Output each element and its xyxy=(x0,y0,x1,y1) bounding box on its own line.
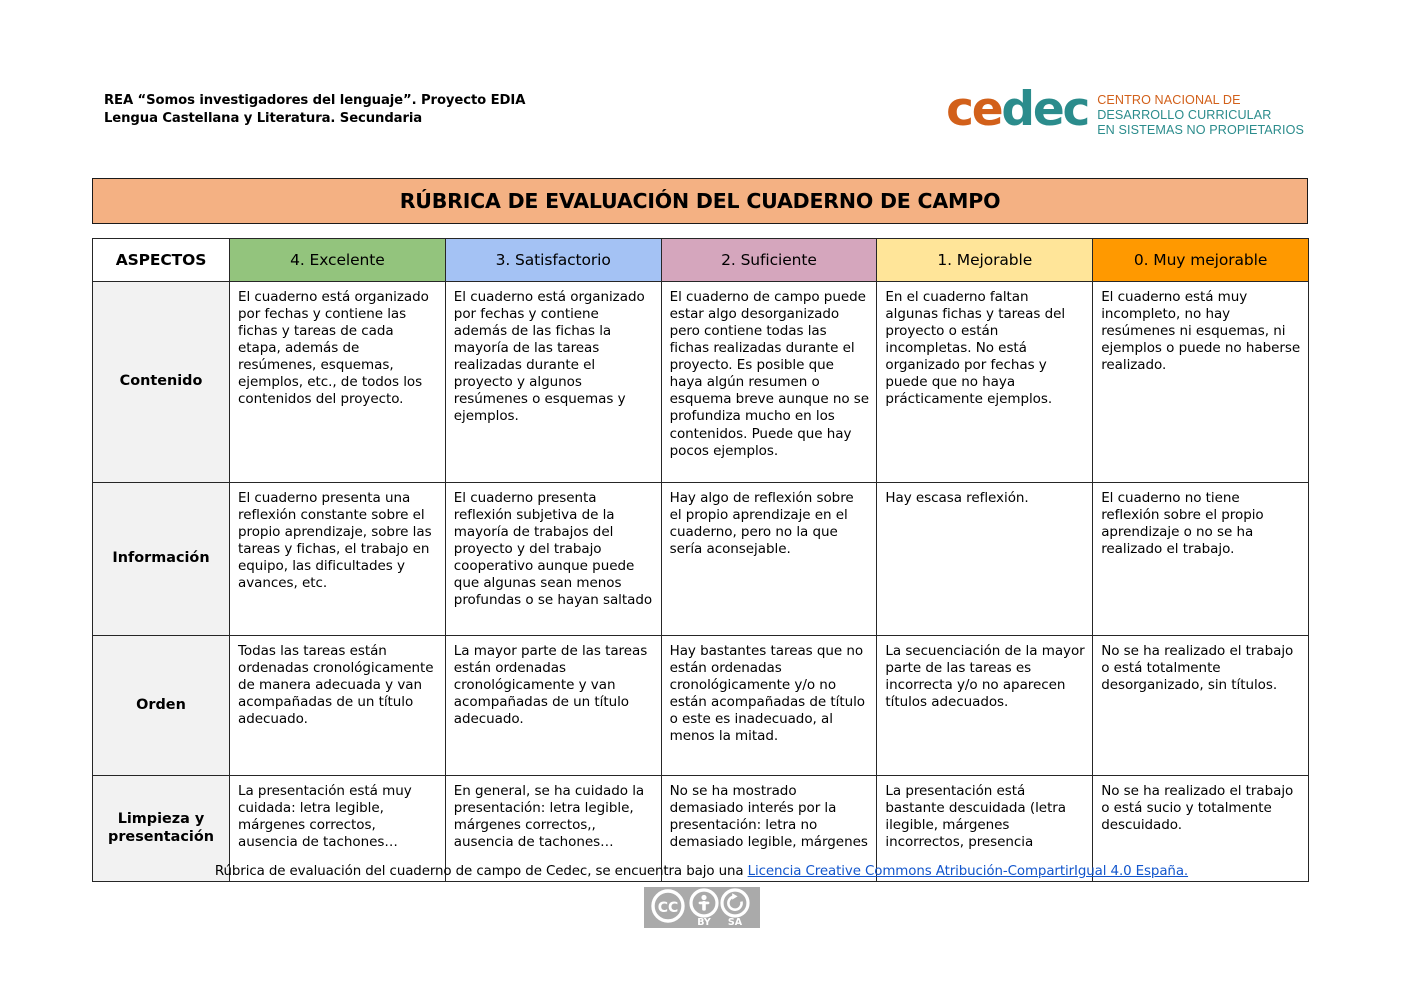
license-link[interactable]: Licencia Creative Commons Atribución-CompartirIgual 4.0 España. xyxy=(747,864,1189,879)
header-line-2: Lengua Castellana y Literatura. Secundaria xyxy=(104,111,423,127)
cell-informacion-0: El cuaderno no tiene reflexión sobre el propio aprendizaje o no se ha realizado el trabajo. xyxy=(1093,483,1309,636)
column-header-level-1: 1. Mejorable xyxy=(877,239,1093,282)
column-header-level-0: 0. Muy mejorable xyxy=(1093,239,1309,282)
cedec-wordmark xyxy=(946,82,1089,137)
cell-informacion-2: Hay algo de reflexión sobre el propio aprendizaje en el cuaderno, pero no la que sería aconsejable. xyxy=(661,483,877,636)
cell-contenido-2: El cuaderno de campo puede estar algo desorganizado pero contiene todas las fichas realizadas durante el proyecto. Es posible que haya algún resumen o esquema breve aunque no se profundiza mucho en los contenidos. Puede que hay pocos ejemplos. xyxy=(661,282,877,483)
cell-limpieza-1: La presentación está bastante descuidada (letra ilegible, márgenes incorrectos, presencia xyxy=(877,776,1093,882)
column-header-level-2: 2. Suficiente xyxy=(661,239,877,282)
table-row xyxy=(93,483,1309,636)
column-header-aspects: ASPECTOS xyxy=(93,239,230,282)
row-label-informacion: Información xyxy=(93,483,230,636)
row-label-orden: Orden xyxy=(93,636,230,776)
rubric-title: RÚBRICA DE EVALUACIÓN DEL CUADERNO DE CAMPO xyxy=(399,189,1001,213)
header-line-1: REA “Somos investigadores del lenguaje”. Proyecto EDIA xyxy=(104,93,526,108)
cell-limpieza-2: No se ha mostrado demasiado interés por la presentación: letra no demasiado legible, márgenes xyxy=(661,776,877,882)
svg-text:CC: CC xyxy=(657,900,678,917)
license-text-prefix: Rúbrica de evaluación del cuaderno de campo de Cedec, se encuentra bajo una xyxy=(214,864,748,879)
document-header xyxy=(104,82,1304,152)
cell-informacion-4: El cuaderno presenta una reflexión constante sobre el propio aprendizaje, sobre las tareas y fichas, el trabajo en equipo, las dificultades y avances, etc. xyxy=(230,483,446,636)
cedec-wordmark-part1: ce xyxy=(946,82,1002,137)
cc-badge-icon xyxy=(644,887,760,928)
row-label-contenido: Contenido xyxy=(93,282,230,483)
svg-text:BY: BY xyxy=(696,917,711,929)
rubric-title-bar xyxy=(92,178,1308,224)
table-row xyxy=(93,282,1309,483)
rubric-table xyxy=(92,238,1309,882)
document-footer xyxy=(0,863,1403,928)
cell-orden-3: La mayor parte de las tareas están ordenadas cronológicamente y van acompañadas de un título adecuado. xyxy=(445,636,661,776)
license-text xyxy=(0,863,1403,880)
rubric-header-row xyxy=(93,239,1309,282)
cell-contenido-0: El cuaderno está muy incompleto, no hay resúmenes ni esquemas, ni ejemplos o puede no haberse realizado. xyxy=(1093,282,1309,483)
creative-commons-badge xyxy=(644,887,760,928)
cell-limpieza-4: La presentación está muy cuidada: letra legible, márgenes correctos, ausencia de tachones… xyxy=(230,776,446,882)
cell-orden-4: Todas las tareas están ordenadas cronológicamente de manera adecuada y van acompañadas de un título adecuado. xyxy=(230,636,446,776)
cell-informacion-1: Hay escasa reflexión. xyxy=(877,483,1093,636)
cedec-tagline-line2: DESARROLLO CURRICULAR xyxy=(1097,108,1272,123)
cell-limpieza-0: No se ha realizado el trabajo o está sucio y totalmente descuidado. xyxy=(1093,776,1309,882)
cell-orden-1: La secuenciación de la mayor parte de las tareas es incorrecta y/o no aparecen títulos adecuados. xyxy=(877,636,1093,776)
svg-text:SA: SA xyxy=(727,917,742,929)
cell-contenido-1: En el cuaderno faltan algunas fichas y tareas del proyecto o están incompletas. No está organizado por fechas y puede que no haya prácticamente ejemplos. xyxy=(877,282,1093,483)
cell-contenido-3: El cuaderno está organizado por fechas y contiene además de las fichas la mayoría de las tareas realizadas durante el proyecto y algunos resúmenes o esquemas y ejemplos. xyxy=(445,282,661,483)
cell-orden-0: No se ha realizado el trabajo o está totalmente desorganizado, sin títulos. xyxy=(1093,636,1309,776)
cell-limpieza-3: En general, se ha cuidado la presentación: letra legible, márgenes correctos,, ausencia de tachones… xyxy=(445,776,661,882)
column-header-level-4: 4. Excelente xyxy=(230,239,446,282)
cedec-tagline xyxy=(1097,93,1304,138)
cedec-logo xyxy=(946,82,1304,138)
row-label-limpieza-presentacion: Limpieza y presentación xyxy=(93,776,230,882)
cedec-tagline-line1: CENTRO NACIONAL DE xyxy=(1097,93,1241,107)
table-row xyxy=(93,636,1309,776)
column-header-level-3: 3. Satisfactorio xyxy=(445,239,661,282)
cell-orden-2: Hay bastantes tareas que no están ordenadas cronológicamente y/o no están acompañadas de título o este es inadecuado, al menos la mitad. xyxy=(661,636,877,776)
cedec-wordmark-part2: dec xyxy=(1001,82,1089,137)
cell-informacion-3: El cuaderno presenta reflexión subjetiva de la mayoría de trabajos del proyecto y del trabajo cooperativo aunque puede que algunas sean menos profundas o se hayan saltado xyxy=(445,483,661,636)
cell-contenido-4: El cuaderno está organizado por fechas y contiene las fichas y tareas de cada etapa, además de resúmenes, esquemas, ejemplos, etc., de todos los contenidos del proyecto. xyxy=(230,282,446,483)
cedec-tagline-line3: EN SISTEMAS NO PROPIETARIOS xyxy=(1097,123,1304,138)
